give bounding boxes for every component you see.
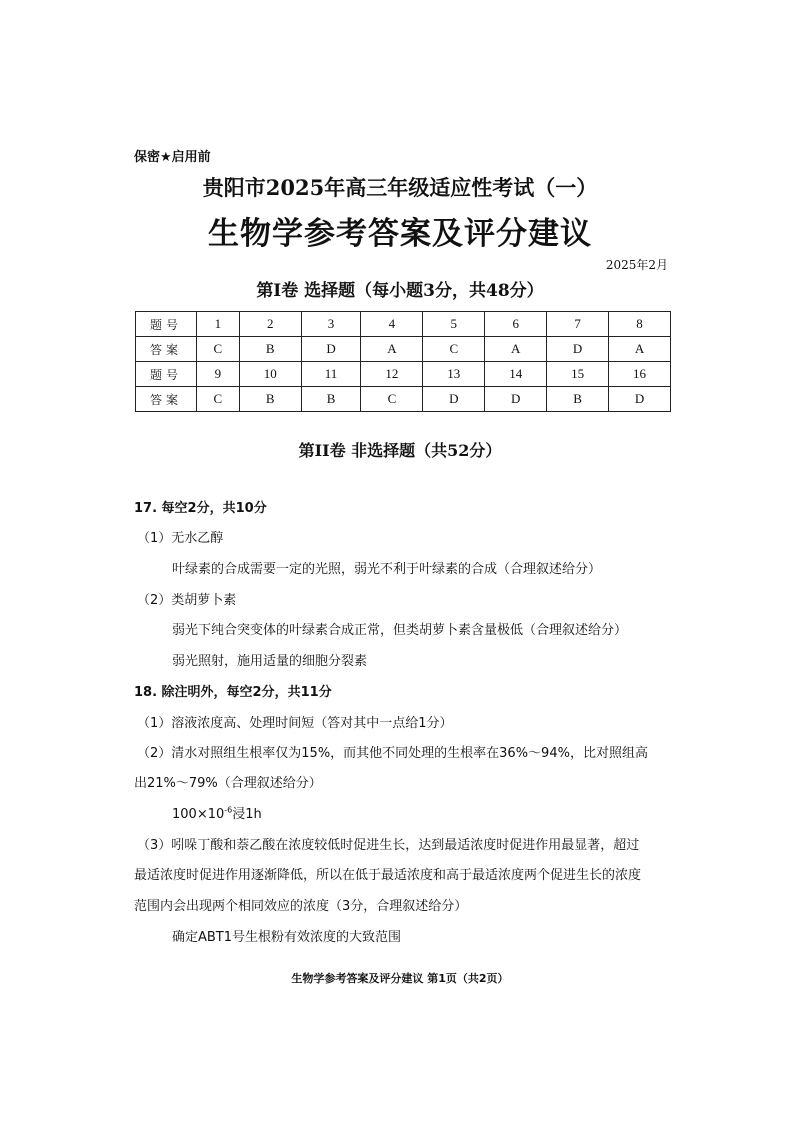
document-title: 生物学参考答案及评分建议 xyxy=(208,216,592,252)
table-row xyxy=(136,312,671,337)
exam-title: 贵阳市2025年高三年级适应性考试（一） xyxy=(202,175,598,200)
question-number: 5 xyxy=(423,312,485,337)
confidential-mark: 保密★启用前 xyxy=(134,150,211,165)
q18-answer-2-line1: （2）清水对照组生根率仅为15%，而其他不同处理的生根率在36%～94%，比对照组高 xyxy=(137,746,648,761)
answer-table xyxy=(135,311,671,412)
table-row xyxy=(136,337,671,362)
answer-cell: C xyxy=(197,387,240,412)
row-label-number: 题号 xyxy=(136,362,197,387)
q17-answer-2: （2）类胡萝卜素 xyxy=(137,593,237,608)
q18-note: 确定ABT1号生根粉有效浓度的大致范围 xyxy=(172,930,402,945)
q17-answer-1: （1）无水乙醇 xyxy=(137,531,224,546)
answer-cell: D xyxy=(423,387,485,412)
answer-cell: A xyxy=(609,337,671,362)
q18-title: 18. 除注明外，每空2分，共11分 xyxy=(134,685,332,700)
q18-answer-3-line3: 范围内会出现两个相同效应的浓度（3分，合理叙述给分） xyxy=(134,899,468,914)
answer-cell: D xyxy=(301,337,361,362)
answer-cell: C xyxy=(197,337,240,362)
answer-cell: D xyxy=(609,387,671,412)
q18-answer-3-line2: 最适浓度时促进作用逐渐降低，所以在低于最适浓度和高于最适浓度两个促进生长的浓度 xyxy=(134,868,642,883)
q17-note-3: 弱光照射，施用适量的细胞分裂素 xyxy=(172,654,368,669)
q17-note-1: 叶绿素的合成需要一定的光照，弱光不利于叶绿素的合成（合理叙述给分） xyxy=(172,562,602,577)
q17-note-2: 弱光下纯合突变体的叶绿素合成正常，但类胡萝卜素含量极低（合理叙述给分） xyxy=(172,623,628,638)
value-rest: 浸1h xyxy=(232,807,262,822)
q18-answer-3-line1: （3）吲哚丁酸和萘乙酸在浓度较低时促进生长，达到最适浓度时促进作用最显著，超过 xyxy=(137,838,640,853)
question-number: 6 xyxy=(485,312,547,337)
question-number: 9 xyxy=(197,362,240,387)
question-number: 14 xyxy=(485,362,547,387)
part2-heading: 第II卷 非选择题（共52分） xyxy=(298,441,502,460)
q18-answer-2-value xyxy=(172,803,262,822)
value-exponent: -6 xyxy=(224,805,233,815)
question-number: 3 xyxy=(301,312,361,337)
question-number: 11 xyxy=(301,362,361,387)
question-number: 4 xyxy=(361,312,423,337)
row-label-answer: 答案 xyxy=(136,337,197,362)
question-number: 13 xyxy=(423,362,485,387)
answer-cell: A xyxy=(485,337,547,362)
q18-answer-1: （1）溶液浓度高、处理时间短（答对其中一点给1分） xyxy=(137,716,453,731)
question-number: 1 xyxy=(197,312,240,337)
table-row xyxy=(136,362,671,387)
row-label-number: 题号 xyxy=(136,312,197,337)
page-footer: 生物学参考答案及评分建议 第1页（共2页） xyxy=(291,972,509,985)
answer-cell: B xyxy=(239,337,301,362)
answer-cell: C xyxy=(423,337,485,362)
question-number: 15 xyxy=(547,362,609,387)
part1-heading: 第I卷 选择题（每小题3分，共48分） xyxy=(256,281,544,301)
q18-answer-2-line2: 出21%～79%（合理叙述给分） xyxy=(134,776,322,791)
question-number: 7 xyxy=(547,312,609,337)
answer-cell: C xyxy=(361,387,423,412)
row-label-answer: 答案 xyxy=(136,387,197,412)
answer-cell: D xyxy=(547,337,609,362)
question-number: 8 xyxy=(609,312,671,337)
question-number: 16 xyxy=(609,362,671,387)
value-base: 100×10 xyxy=(172,807,225,822)
answer-cell: B xyxy=(239,387,301,412)
question-number: 10 xyxy=(239,362,301,387)
answer-cell: B xyxy=(301,387,361,412)
answer-cell: B xyxy=(547,387,609,412)
question-number: 2 xyxy=(239,312,301,337)
table-row xyxy=(136,387,671,412)
question-number: 12 xyxy=(361,362,423,387)
document-date: 2025年2月 xyxy=(605,258,668,272)
q17-title: 17. 每空2分，共10分 xyxy=(134,501,267,516)
answer-cell: A xyxy=(361,337,423,362)
answer-cell: D xyxy=(485,387,547,412)
